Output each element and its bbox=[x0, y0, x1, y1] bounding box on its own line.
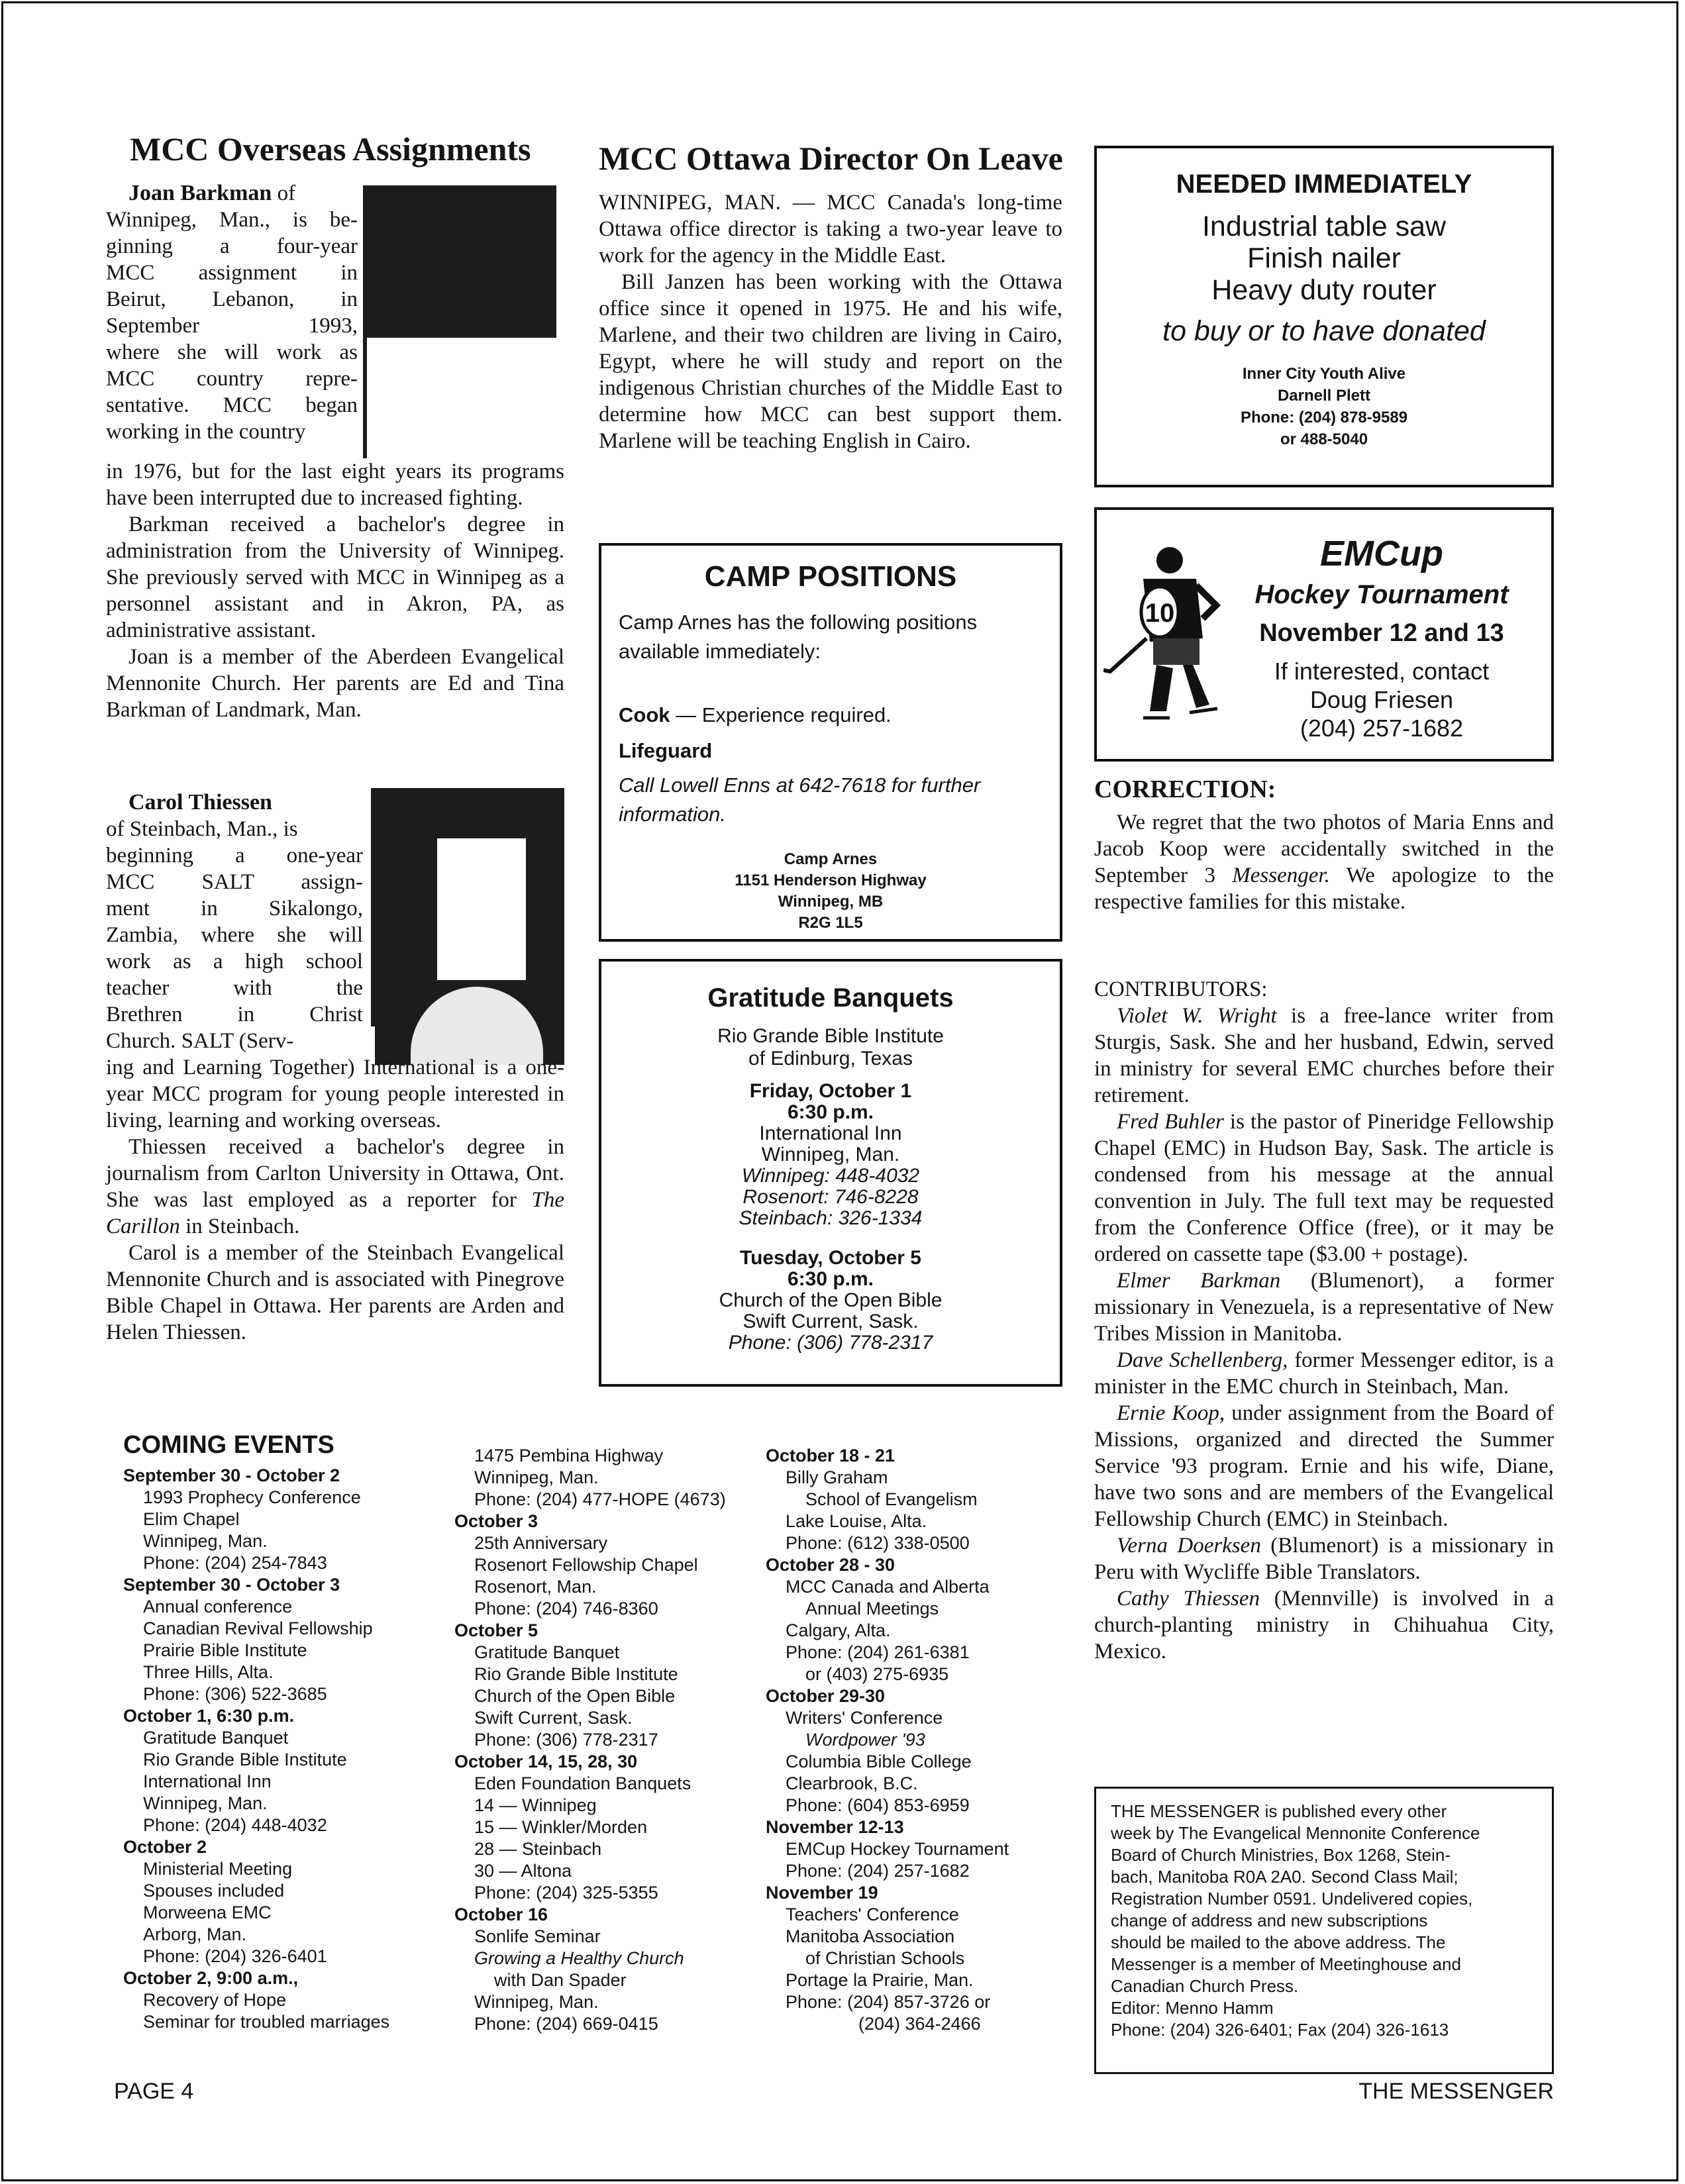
joan-name: Joan Barkman bbox=[128, 181, 272, 205]
gratitude-event-1: Friday, October 1 6:30 p.m. International Inn Winnipeg, Man. Winnipeg: 448-4032 Rosenort: 746-8228 Steinbach: 326-1334 bbox=[739, 1080, 923, 1229]
correction-body bbox=[1094, 809, 1554, 915]
event-line: Phone: (204) 325-5355 bbox=[474, 1883, 658, 1903]
event-line: Calgary, Alta. bbox=[786, 1620, 891, 1640]
needed-contact: Inner City Youth Alive Darnell Plett Phone: (204) 878-9589 or 488-5040 bbox=[1240, 365, 1408, 448]
joan-wrap-text bbox=[106, 180, 358, 445]
event-line: Winnipeg, Man. bbox=[474, 1467, 599, 1487]
camp-title: CAMP POSITIONS bbox=[704, 560, 957, 593]
carol-paragraph: Thiessen received a bachelor's degree in journalism from Carlton University in Ottawa, Ont. She was last employed as a reporter for The Carillon in Steinbach. bbox=[106, 1135, 565, 1238]
emcup-dates: November 12 and 13 bbox=[1259, 619, 1504, 647]
event-line: Wordpower '93 bbox=[805, 1730, 925, 1750]
svg-text:10: 10 bbox=[1145, 599, 1175, 628]
joan-wrap-line: MCC assignment in bbox=[106, 261, 358, 285]
emcup-subtitle: Hockey Tournament bbox=[1254, 580, 1509, 609]
emcup-box bbox=[1094, 507, 1554, 762]
event-line: Arborg, Man. bbox=[143, 1924, 247, 1944]
event-date: October 1, 6:30 p.m. bbox=[123, 1706, 295, 1726]
masthead-text: THE MESSENGER is published every other week by The Evangelical Mennonite Conference Board of Church Ministries, Box 1268, Stein- bach, Manitoba R0A 2A0. Second Class Mail; Registration Number 0591. Undelivered copies, change of address and new subscriptions should be mailed to the above address. The Messenger is a member of Meetinghouse and Canadian Church Press. Editor: Menno Hamm Phone: (204) 326-6401; Fax (204) 326-1613 bbox=[1111, 1801, 1480, 2040]
events-column-3 bbox=[766, 1445, 1009, 2035]
event-line: Winnipeg, Man. bbox=[143, 1793, 268, 1813]
carol-name: Carol Thiessen bbox=[128, 790, 272, 815]
gratitude-event-2: Tuesday, October 5 6:30 p.m. Church of the Open Bible Swift Current, Sask. Phone: (306) 778-2317 bbox=[719, 1247, 943, 1354]
event-line: Clearbrook, B.C. bbox=[786, 1773, 918, 1793]
carol-wrap-line: Zambia, where she will bbox=[106, 923, 363, 947]
event-line: Annual Meetings bbox=[805, 1599, 939, 1618]
gratitude-org: Rio Grande Bible Institute of Edinburg, Texas bbox=[717, 1025, 944, 1069]
events-column-2 bbox=[454, 1445, 726, 2035]
joan-paragraph: Joan is a member of the Aberdeen Evangelical Mennonite Church. Her parents are Ed and Tina Barkman of Landmark, Man. bbox=[106, 645, 564, 722]
event-line: Teachers' Conference bbox=[786, 1905, 959, 1924]
needed-tagline: to buy or to have donated bbox=[1162, 315, 1486, 347]
event-line: Phone: (204) 746-8360 bbox=[474, 1599, 658, 1618]
event-line: Phone: (204) 669-0415 bbox=[474, 2014, 658, 2034]
contributor-entry: Cathy Thiessen (Mennville) is involved in a church-planting ministry in Chihuahua City, Mexico. bbox=[1094, 1587, 1555, 1663]
needed-item: Industrial table saw bbox=[1201, 211, 1447, 242]
event-line: Winnipeg, Man. bbox=[143, 1531, 268, 1551]
event-date: September 30 - October 2 bbox=[123, 1465, 340, 1485]
camp-address: Camp Arnes 1151 Henderson Highway Winnipeg, MB R2G 1L5 bbox=[735, 850, 927, 932]
carol-wrap-line: MCC SALT assign- bbox=[106, 870, 363, 894]
event-line: Spouses included bbox=[143, 1881, 285, 1901]
event-line: EMCup Hockey Tournament bbox=[786, 1839, 1009, 1859]
carol-wrap-line: teacher with the bbox=[106, 976, 363, 1000]
camp-cook-line: Cook — Experience required. bbox=[619, 703, 892, 726]
event-line: Prairie Bible Institute bbox=[143, 1640, 307, 1660]
event-line: Elim Chapel bbox=[143, 1509, 240, 1529]
joan-paragraph: in 1976, but for the last eight years its programs have been interrupted due to increased fighting. bbox=[106, 460, 564, 510]
joan-wrap-line: MCC country repre- bbox=[106, 367, 358, 391]
event-line: Phone: (204) 448-4032 bbox=[143, 1815, 327, 1835]
event-line: Eden Foundation Banquets bbox=[474, 1773, 691, 1793]
event-date: November 12-13 bbox=[766, 1817, 904, 1837]
joan-wrap-line: Beirut, Lebanon, in bbox=[106, 287, 358, 311]
event-line: Phone: (306) 522-3685 bbox=[143, 1684, 327, 1704]
carol-article-body bbox=[106, 1054, 564, 1346]
gratitude-title: Gratitude Banquets bbox=[707, 983, 954, 1013]
event-line: Gratitude Banquet bbox=[474, 1642, 620, 1662]
event-line: Manitoba Association bbox=[786, 1926, 955, 1946]
contributor-entry: Fred Buhler is the pastor of Pineridge Fellowship Chapel (EMC) in Hudson Bay, Sask. The article is condensed from his message at the annual convention in July. The full text may be requested from the Conference Office (free), or it may be ordered on cassette tape ($3.00 + postage). bbox=[1094, 1110, 1554, 1266]
event-line: Phone: (204) 857-3726 or bbox=[786, 1992, 991, 2012]
event-line: Lake Louise, Alta. bbox=[786, 1511, 927, 1531]
event-date: November 19 bbox=[766, 1883, 878, 1903]
event-line: Sonlife Seminar bbox=[474, 1926, 601, 1946]
contributor-entry: Verna Doerksen (Blumenort) is a missionary in Peru with Wycliffe Bible Translators. bbox=[1094, 1534, 1554, 1584]
event-line: Gratitude Banquet bbox=[143, 1728, 289, 1748]
publication-name: THE MESSENGER bbox=[1358, 2079, 1554, 2104]
event-line: 15 — Winkler/Morden bbox=[474, 1817, 648, 1837]
needed-item: Finish nailer bbox=[1247, 242, 1401, 274]
event-date: October 2 bbox=[123, 1837, 207, 1857]
event-date: September 30 - October 3 bbox=[123, 1575, 340, 1595]
event-line: Phone: (204) 254-7843 bbox=[143, 1553, 327, 1573]
event-line: 30 — Altona bbox=[474, 1861, 572, 1881]
masthead-box bbox=[1094, 1787, 1554, 2074]
contributor-entry: Elmer Barkman (Blumenort), a former missionary in Venezuela, is a representative of New Tribes Mission in Manitoba. bbox=[1094, 1269, 1554, 1346]
joan-wrap-line: Winnipeg, Man., is be- bbox=[106, 208, 358, 232]
camp-intro: Camp Arnes has the following positions available immediately: bbox=[619, 611, 978, 663]
event-line: Growing a Healthy Church bbox=[474, 1948, 684, 1968]
newspaper-name: The Carillon bbox=[106, 1188, 565, 1238]
carol-paragraph: ing and Learning Together) International is a one-year MCC program for young people interested in living, learning and working overseas. bbox=[106, 1056, 564, 1132]
event-line: Three Hills, Alta. bbox=[143, 1662, 274, 1682]
photo-redaction bbox=[437, 838, 526, 980]
event-line: 14 — Winnipeg bbox=[474, 1795, 597, 1815]
carol-paragraph: Carol is a member of the Steinbach Evangelical Mennonite Church and is associated with Pinegrove Bible Chapel in Ottawa. Her parents are Arden and Helen Thiessen. bbox=[106, 1241, 564, 1344]
emcup-title: EMCup bbox=[1320, 534, 1443, 573]
event-date: October 29-30 bbox=[766, 1686, 886, 1706]
event-line: Phone: (204) 261-6381 bbox=[786, 1642, 970, 1662]
camp-call-text: Call Lowell Enns at 642-7618 for further information. bbox=[619, 773, 981, 826]
event-line: Recovery of Hope bbox=[143, 1990, 287, 2010]
joan-wrap-line: sentative. MCC began bbox=[106, 393, 358, 417]
event-line: Phone: (604) 853-6959 bbox=[786, 1795, 970, 1815]
event-date: October 16 bbox=[454, 1905, 548, 1924]
event-line: of Christian Schools bbox=[805, 1948, 965, 1968]
event-date: October 14, 15, 28, 30 bbox=[454, 1752, 638, 1771]
carol-wrap-line: Church. SALT (Serv- bbox=[106, 1029, 294, 1053]
joan-barkman-photo bbox=[363, 185, 556, 458]
event-line: MCC Canada and Alberta bbox=[786, 1577, 990, 1597]
joan-article-body bbox=[106, 458, 564, 723]
event-line: 1475 Pembina Highway bbox=[474, 1446, 664, 1465]
event-line: or (403) 275-6935 bbox=[805, 1664, 949, 1684]
joan-paragraph: Barkman received a bachelor's degree in administration from the University of Winnipeg. She previously served with MCC in Winnipeg as a personnel assistant and in Akron, PA, as administrative assistant. bbox=[106, 513, 564, 642]
event-line: Writers' Conference bbox=[786, 1708, 943, 1728]
hockey-player-icon bbox=[1103, 539, 1223, 738]
carol-wrap-text bbox=[106, 789, 363, 1054]
carol-wrap-line: Brethren in Christ bbox=[106, 1003, 363, 1026]
joan-wrap-line: ginning a four-year bbox=[106, 234, 358, 258]
event-line: Rosenort Fellowship Chapel bbox=[474, 1555, 698, 1575]
joan-wrap-line: where she will work as bbox=[106, 340, 358, 364]
ottawa-paragraph: Bill Janzen has been working with the Ottawa office since it opened in 1975. He and his wife, Marlene, and their two children are living in Cairo, Egypt, where he will study and report on the indigenous Christian churches of the Middle East to determine how MCC can best support them. Marlene will be teaching English in Cairo. bbox=[599, 270, 1062, 453]
event-line: Swift Current, Sask. bbox=[474, 1708, 633, 1728]
needed-items bbox=[1097, 211, 1551, 306]
contributor-entry: Ernie Koop, under assignment from the Board of Missions, organized and directed the Summer Service '93 program. Ernie and his wife, Diane, have two sons and are members of the Evangelical Fellowship Church (EMC) in Steinbach. bbox=[1094, 1401, 1555, 1531]
ottawa-heading: MCC Ottawa Director On Leave bbox=[599, 140, 1063, 177]
contributor-entry: Dave Schellenberg, former Messenger editor, is a minister in the EMC church in Steinbach, Man. bbox=[1094, 1348, 1554, 1399]
event-line: Annual conference bbox=[143, 1597, 293, 1616]
event-line: Seminar for troubled marriages bbox=[143, 2012, 390, 2032]
event-line: 25th Anniversary bbox=[474, 1533, 608, 1553]
coming-events-heading: COMING EVENTS bbox=[123, 1431, 334, 1459]
event-date: October 5 bbox=[454, 1620, 538, 1640]
event-line: Rio Grande Bible Institute bbox=[143, 1750, 347, 1769]
event-line: Winnipeg, Man. bbox=[474, 1992, 599, 2012]
event-line: Phone: (204) 326-6401 bbox=[143, 1946, 327, 1966]
event-line: Rio Grande Bible Institute bbox=[474, 1664, 678, 1684]
event-line: 28 — Steinbach bbox=[474, 1839, 602, 1859]
lifeguard-label: Lifeguard bbox=[619, 739, 713, 762]
correction-paragraph: We regret that the two photos of Maria Enns and Jacob Koop were accidentally switched in the September 3 Messenger. We apologize to the respective families for this mistake. bbox=[1094, 811, 1555, 914]
needed-immediately-box bbox=[1094, 146, 1554, 487]
event-line: Phone: (204) 477-HOPE (4673) bbox=[474, 1489, 726, 1509]
page-number: PAGE 4 bbox=[114, 2079, 194, 2104]
event-line: Phone: (612) 338-0500 bbox=[786, 1533, 970, 1553]
contributor-entry: Violet W. Wright is a free-lance writer from Sturgis, Sask. She and her husband, Edwin, served in ministry for several EMC churches before their retirement. bbox=[1094, 1004, 1554, 1107]
contributors-heading: CONTRIBUTORS: bbox=[1094, 977, 1268, 1001]
event-line: 1993 Prophecy Conference bbox=[143, 1487, 361, 1507]
needed-item: Heavy duty router bbox=[1211, 274, 1437, 306]
event-line: International Inn bbox=[143, 1771, 272, 1791]
event-line: Billy Graham bbox=[786, 1467, 888, 1487]
needed-title: NEEDED IMMEDIATELY bbox=[1176, 170, 1472, 199]
event-line: Canadian Revival Fellowship bbox=[143, 1618, 373, 1638]
gratitude-banquets-box bbox=[599, 959, 1062, 1387]
event-line: Church of the Open Bible bbox=[474, 1686, 676, 1706]
overseas-heading: MCC Overseas Assignments bbox=[130, 130, 531, 168]
event-line: Ministerial Meeting bbox=[143, 1859, 293, 1879]
carol-thiessen-photo bbox=[371, 788, 564, 1065]
event-line: Phone: (204) 257-1682 bbox=[786, 1861, 970, 1881]
event-line: Columbia Bible College bbox=[786, 1752, 972, 1771]
event-line: Rosenort, Man. bbox=[474, 1577, 597, 1597]
camp-positions-box bbox=[599, 543, 1062, 942]
carol-wrap-line: work as a high school bbox=[106, 950, 363, 973]
events-column-1 bbox=[123, 1465, 389, 2033]
joan-wrap-line: of bbox=[277, 181, 296, 205]
joan-wrap-line: working in the country bbox=[106, 420, 306, 444]
contributors-list bbox=[1094, 1003, 1554, 1665]
event-line: Phone: (306) 778-2317 bbox=[474, 1730, 658, 1750]
event-date: October 28 - 30 bbox=[766, 1555, 895, 1575]
event-line: Portage la Prairie, Man. bbox=[786, 1970, 974, 1990]
cook-label: Cook bbox=[619, 703, 670, 726]
ottawa-paragraph: WINNIPEG, MAN. — MCC Canada's long-time Ottawa office director is taking a two-year leave to work for the agency in the Middle East. bbox=[599, 191, 1062, 268]
carol-wrap-line: of Steinbach, Man., is bbox=[106, 817, 298, 841]
carol-wrap-line: ment in Sikalongo, bbox=[106, 897, 363, 920]
correction-heading: CORRECTION: bbox=[1094, 775, 1276, 803]
event-date: October 2, 9:00 a.m., bbox=[123, 1968, 299, 1988]
carol-wrap-line: beginning a one-year bbox=[106, 844, 363, 868]
event-line: with Dan Spader bbox=[494, 1970, 627, 1990]
event-date: October 18 - 21 bbox=[766, 1446, 895, 1465]
emcup-contact: If interested, contact Doug Friesen (204) 257-1682 bbox=[1274, 658, 1490, 742]
ottawa-article-body bbox=[599, 189, 1062, 454]
event-date: October 3 bbox=[454, 1511, 538, 1531]
event-line: Morweena EMC bbox=[143, 1903, 272, 1922]
event-line: School of Evangelism bbox=[805, 1489, 978, 1509]
joan-wrap-line: September 1993, bbox=[106, 314, 358, 338]
event-line: (204) 364-2466 bbox=[858, 2014, 981, 2034]
